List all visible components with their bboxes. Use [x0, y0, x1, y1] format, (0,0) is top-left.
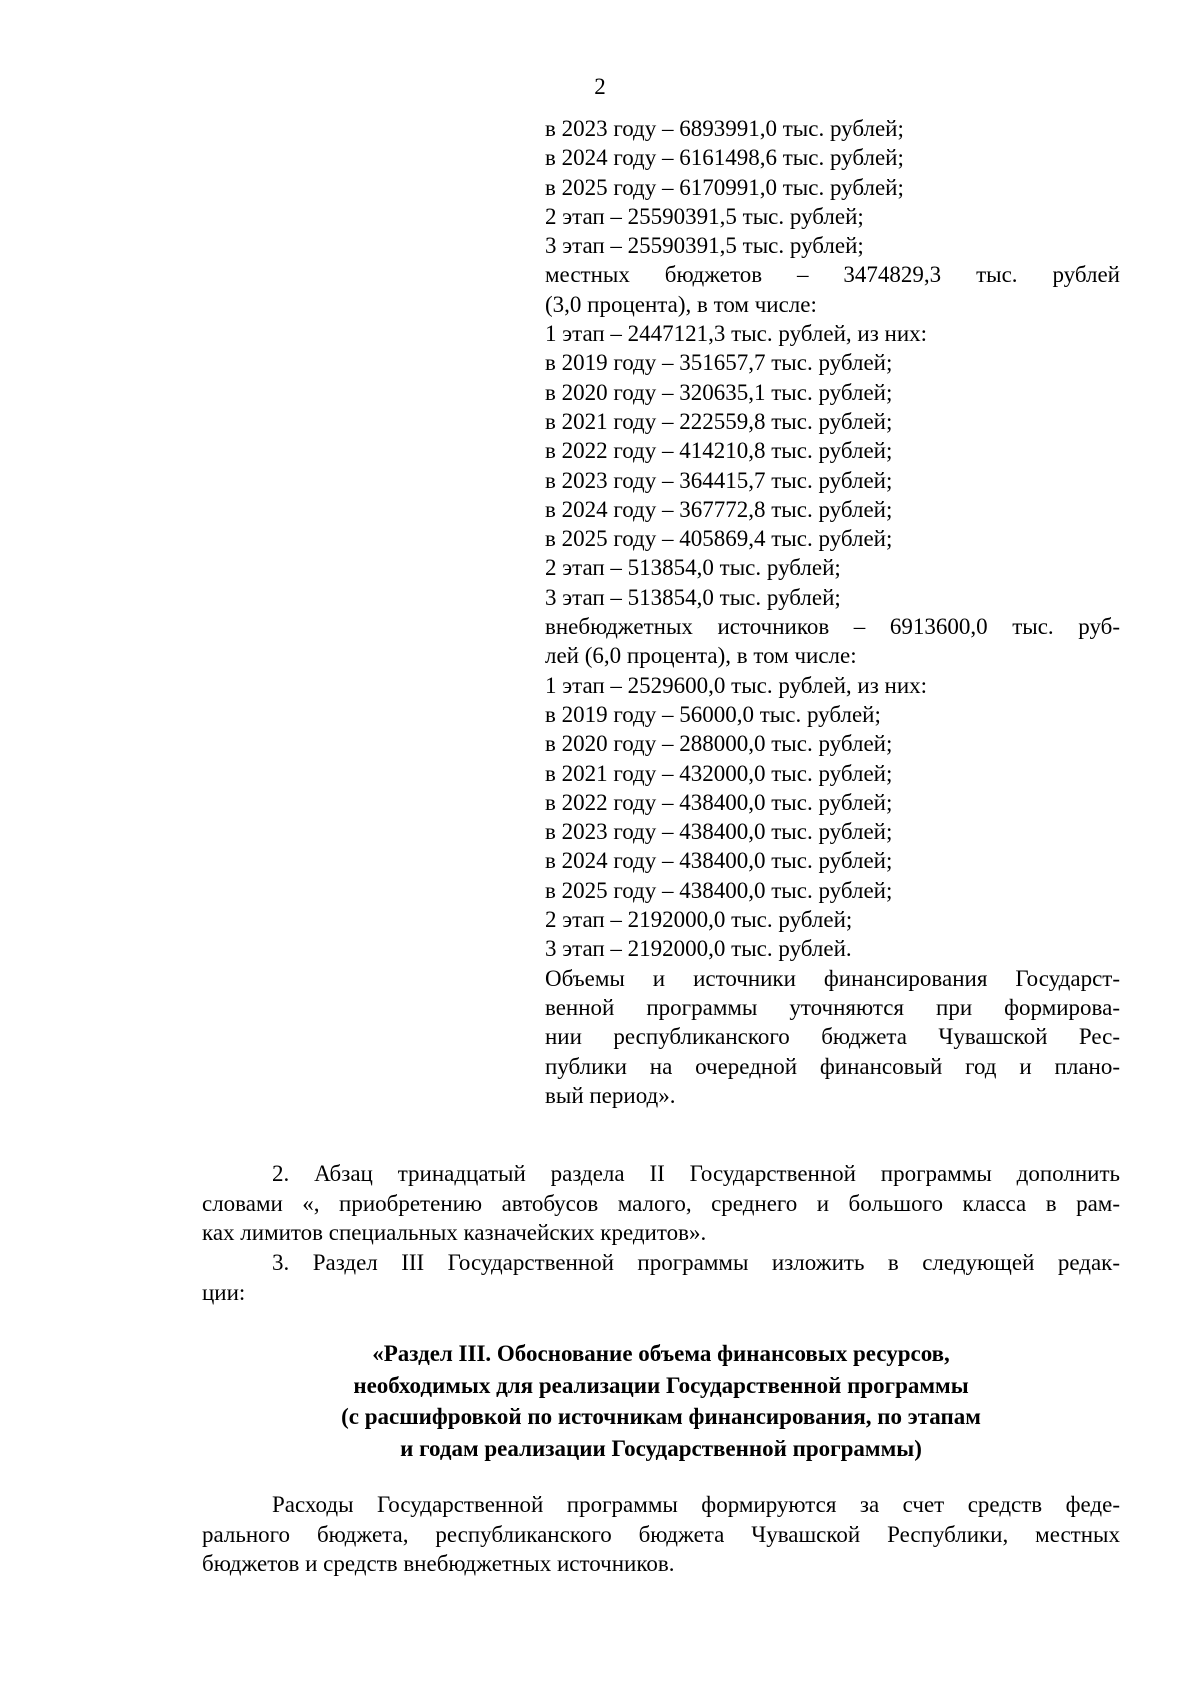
list-item: 3 этап – 513854,0 тыс. рублей; [545, 584, 841, 610]
list-item: в 2025 году – 6170991,0 тыс. рублей; [545, 174, 904, 200]
local-budgets-total: местных бюджетов – 3474829,3 тыс. рублей [545, 262, 1120, 288]
paragraph-2 [202, 1159, 1120, 1248]
extrabudgetary-share: лей (6,0 процента), в том числе: [545, 643, 857, 669]
list-item: 1 этап – 2447121,3 тыс. рублей, из них: [545, 321, 928, 347]
list-item: в 2025 году – 438400,0 тыс. рублей; [545, 877, 893, 903]
list-item: 3 этап – 25590391,5 тыс. рублей; [545, 233, 864, 259]
list-item: в 2023 году – 364415,7 тыс. рублей; [545, 467, 893, 493]
list-item: в 2024 году – 6161498,6 тыс. рублей; [545, 145, 904, 171]
closing-note-line: нии республиканского бюджета Чувашской Рес- [545, 1024, 1120, 1050]
list-item: в 2025 году – 405869,4 тыс. рублей; [545, 526, 893, 552]
heading-line: и годам реализации Государственной программы) [400, 1435, 922, 1461]
list-item: 2 этап – 25590391,5 тыс. рублей; [545, 203, 864, 229]
paragraph-line: ках лимитов специальных казначейских кредитов». [202, 1220, 707, 1245]
list-item: в 2021 году – 432000,0 тыс. рублей; [545, 760, 893, 786]
paragraph-line: рального бюджета, республиканского бюджета Чувашской Республики, местных [202, 1521, 1120, 1547]
paragraph-3 [202, 1248, 1120, 1307]
list-item: в 2023 году – 438400,0 тыс. рублей; [545, 819, 893, 845]
paragraph-line: Расходы Государственной программы формируются за счет средств феде- [272, 1492, 1120, 1517]
page-number: 2 [594, 74, 606, 99]
paragraph-line: 3. Раздел III Государственной программы изложить в следующей редак- [272, 1250, 1120, 1275]
list-item: 2 этап – 2192000,0 тыс. рублей; [545, 907, 853, 933]
financing-list [545, 114, 1120, 1110]
list-item: в 2024 году – 367772,8 тыс. рублей; [545, 496, 893, 522]
list-item: в 2020 году – 288000,0 тыс. рублей; [545, 731, 893, 757]
list-item: 1 этап – 2529600,0 тыс. рублей, из них: [545, 672, 928, 698]
list-item: в 2019 году – 56000,0 тыс. рублей; [545, 701, 881, 727]
list-item: 2 этап – 513854,0 тыс. рублей; [545, 555, 841, 581]
local-budgets-share: (3,0 процента), в том числе: [545, 291, 817, 317]
closing-note-line: Объемы и источники финансирования Государст- [545, 965, 1120, 991]
paragraph-expenses [202, 1490, 1120, 1579]
list-item: в 2019 году – 351657,7 тыс. рублей; [545, 350, 893, 376]
list-item: в 2021 году – 222559,8 тыс. рублей; [545, 408, 893, 434]
list-item: в 2023 году – 6893991,0 тыс. рублей; [545, 116, 904, 141]
paragraph-line: ции: [202, 1279, 246, 1305]
section-heading [202, 1338, 1120, 1464]
list-item: в 2022 году – 438400,0 тыс. рублей; [545, 789, 893, 815]
heading-line: «Раздел III. Обоснование объема финансовых ресурсов, [372, 1341, 950, 1366]
closing-note-line: публики на очередной финансовый год и плано- [545, 1053, 1120, 1079]
extrabudgetary-total: внебюджетных источников – 6913600,0 тыс. руб- [545, 614, 1120, 640]
closing-note-line: вый период». [545, 1082, 676, 1108]
paragraph-line: бюджетов и средств внебюджетных источников. [202, 1551, 675, 1576]
heading-line: (с расшифровкой по источникам финансирования, по этапам [341, 1404, 981, 1429]
list-item: в 2022 году – 414210,8 тыс. рублей; [545, 438, 893, 464]
list-item: в 2024 году – 438400,0 тыс. рублей; [545, 848, 893, 874]
list-item: в 2020 году – 320635,1 тыс. рублей; [545, 379, 893, 405]
paragraph-line: 2. Абзац тринадцатый раздела II Государственной программы дополнить [272, 1161, 1120, 1186]
closing-note-line: венной программы уточняются при формирова- [545, 994, 1120, 1020]
list-item: 3 этап – 2192000,0 тыс. рублей. [545, 936, 852, 962]
heading-line: необходимых для реализации Государственной программы [353, 1372, 969, 1398]
paragraph-line: словами «, приобретению автобусов малого, среднего и большого класса в рам- [202, 1190, 1120, 1216]
